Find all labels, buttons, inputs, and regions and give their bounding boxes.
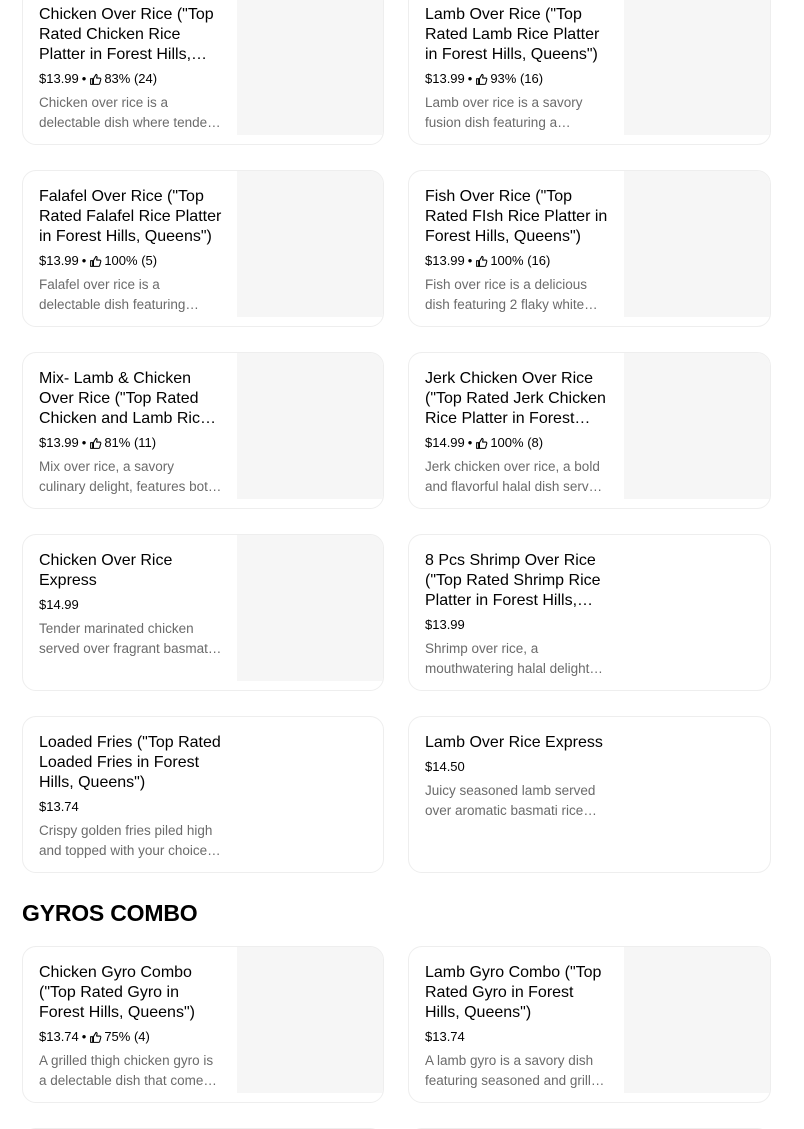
menu-item-image (624, 171, 770, 317)
menu-item-title: Jerk Chicken Over Rice ("Top Rated Jerk Chicken Rice Platter in Forest (425, 370, 606, 427)
menu-item-text (425, 551, 608, 679)
separator: • (467, 253, 473, 268)
menu-item-text (39, 5, 222, 133)
menu-item-meta (39, 69, 222, 89)
thumbs-up-icon (89, 437, 102, 450)
separator: • (81, 1029, 87, 1044)
thumbs-up-icon (89, 73, 102, 86)
menu-item-rating: 81% (11) (104, 435, 157, 450)
menu-item-card[interactable] (22, 946, 384, 1103)
menu-item-title: Lamb Over Rice Express (425, 734, 603, 751)
menu-item-title: Mix- Lamb & Chicken Over Rice ("Top Rated Chicken and Lamb Rice (39, 370, 209, 427)
menu-item-card[interactable] (408, 716, 771, 873)
menu-item-price: $13.99 (425, 71, 465, 86)
menu-item-description: Jerk chicken over rice, a bold and flavorful halal dish served (425, 459, 604, 494)
menu-item-image (237, 535, 383, 681)
menu-item-card[interactable] (408, 534, 771, 691)
menu-item-meta (425, 251, 608, 271)
menu-item-price: $14.99 (425, 435, 465, 450)
menu-item-text (39, 187, 222, 315)
menu-item-description: Fish over rice is a delicious dish featuring 2 flaky white (425, 277, 588, 312)
menu-item-text (425, 5, 608, 133)
menu-item-description: A lamb gyro is a savory dish featuring seasoned and grilled (425, 1053, 606, 1088)
menu-item-rating: 83% (24) (104, 71, 158, 86)
menu-item-title: Chicken Gyro Combo ("Top Rated Gyro in Forest Hills, Queens") (39, 964, 195, 1021)
menu-item-price: $13.74 (39, 1029, 79, 1044)
thumbs-up-icon (89, 255, 102, 268)
menu-item-meta (39, 251, 222, 271)
menu-item-rating: 100% (8) (490, 435, 544, 450)
menu-item-text (39, 963, 222, 1091)
section-title: GYROS COMBO (22, 900, 198, 926)
menu-item-title: Falafel Over Rice ("Top Rated Falafel Rice Platter in Forest Hills, Queens") (39, 188, 222, 245)
menu-item-description: Falafel over rice is a delectable dish featuring (39, 277, 186, 312)
menu-item-price: $13.74 (425, 1029, 465, 1044)
menu-item-image (237, 947, 383, 1093)
menu-item-meta (39, 1027, 222, 1047)
menu-item-meta (425, 615, 608, 635)
menu-item-description: Mix over rice, a savory culinary delight, features both (39, 459, 216, 494)
menu-item-text (425, 369, 608, 497)
menu-item-image (237, 0, 383, 135)
menu-item-meta (425, 433, 608, 453)
menu-item-meta (425, 1027, 608, 1047)
menu-item-title: Chicken Over Rice Express (39, 552, 173, 589)
menu-item-price: $13.99 (425, 617, 465, 632)
menu-item-text (425, 963, 608, 1091)
menu-item-rating: 75% (4) (104, 1029, 150, 1044)
menu-item-card[interactable] (22, 534, 384, 691)
menu-item-description: Crispy golden fries piled high and topped with your choice (39, 823, 213, 858)
menu-item-rating: 100% (16) (490, 253, 551, 268)
menu-item-description: Lamb over rice is a savory fusion dish featuring a (425, 95, 583, 130)
menu-item-image (624, 0, 770, 135)
menu-item-text (425, 187, 608, 315)
thumbs-up-icon (89, 1031, 102, 1044)
menu-item-price: $14.50 (425, 759, 465, 774)
menu-item-price: $13.74 (39, 799, 79, 814)
menu-item-description: Shrimp over rice, a mouthwatering halal delight (425, 641, 590, 676)
menu-item-text (425, 733, 608, 821)
menu-item-image (237, 171, 383, 317)
menu-item-card[interactable] (408, 946, 771, 1103)
thumbs-up-icon (475, 73, 488, 86)
menu-item-title: 8 Pcs Shrimp Over Rice ("Top Rated Shrimp Rice Platter in Forest Hills, (425, 552, 601, 609)
menu-item-price: $13.99 (39, 71, 79, 86)
menu-item-description: A grilled thigh chicken gyro is a delectable dish that comes (39, 1053, 214, 1088)
thumbs-up-icon (475, 255, 488, 268)
menu-item-meta (39, 797, 222, 817)
menu-item-card[interactable] (22, 0, 384, 145)
menu-item-rating: 100% (5) (104, 253, 158, 268)
menu-item-card[interactable] (408, 352, 771, 509)
menu-item-image (624, 947, 770, 1093)
menu-item-image (624, 353, 770, 499)
menu-item-card[interactable] (22, 352, 384, 509)
menu-item-text (39, 551, 222, 659)
menu-item-meta (425, 69, 608, 89)
menu-item-text (39, 369, 222, 497)
menu-item-meta (39, 595, 222, 615)
thumbs-up-icon (475, 437, 488, 450)
menu-item-title: Loaded Fries ("Top Rated Loaded Fries in Forest Hills, Queens") (39, 734, 221, 791)
menu-item-meta (425, 757, 608, 777)
menu-item-title: Fish Over Rice ("Top Rated FIsh Rice Platter in Forest Hills, Queens") (425, 188, 608, 245)
menu-item-price: $13.99 (425, 253, 465, 268)
separator: • (81, 71, 87, 86)
menu-item-description: Juicy seasoned lamb served over aromatic basmati rice (425, 783, 596, 818)
menu-item-rating: 93% (16) (490, 71, 544, 86)
menu-item-card[interactable] (22, 170, 384, 327)
menu-item-description: Chicken over rice is a delectable dish where tender (39, 95, 212, 130)
separator: • (81, 435, 87, 450)
menu-item-meta (39, 433, 222, 453)
menu-item-title: Lamb Over Rice ("Top Rated Lamb Rice Platter in Forest Hills, Queens") (425, 6, 600, 63)
menu-item-text (39, 733, 222, 861)
separator: • (467, 435, 473, 450)
menu-item-card[interactable] (408, 170, 771, 327)
menu-item-image (237, 353, 383, 499)
menu-item-description: Tender marinated chicken served over fragrant basmati (39, 621, 211, 656)
separator: • (467, 71, 473, 86)
separator: • (81, 253, 87, 268)
menu-item-title: Chicken Over Rice ("Top Rated Chicken Rice Platter in Forest Hills, (39, 6, 214, 63)
menu-item-card[interactable] (22, 716, 384, 873)
menu-item-price: $14.99 (39, 597, 79, 612)
menu-item-title: Lamb Gyro Combo ("Top Rated Gyro in Forest Hills, Queens") (425, 964, 602, 1021)
menu-item-price: $13.99 (39, 253, 79, 268)
menu-item-card[interactable] (408, 0, 771, 145)
menu-item-price: $13.99 (39, 435, 79, 450)
